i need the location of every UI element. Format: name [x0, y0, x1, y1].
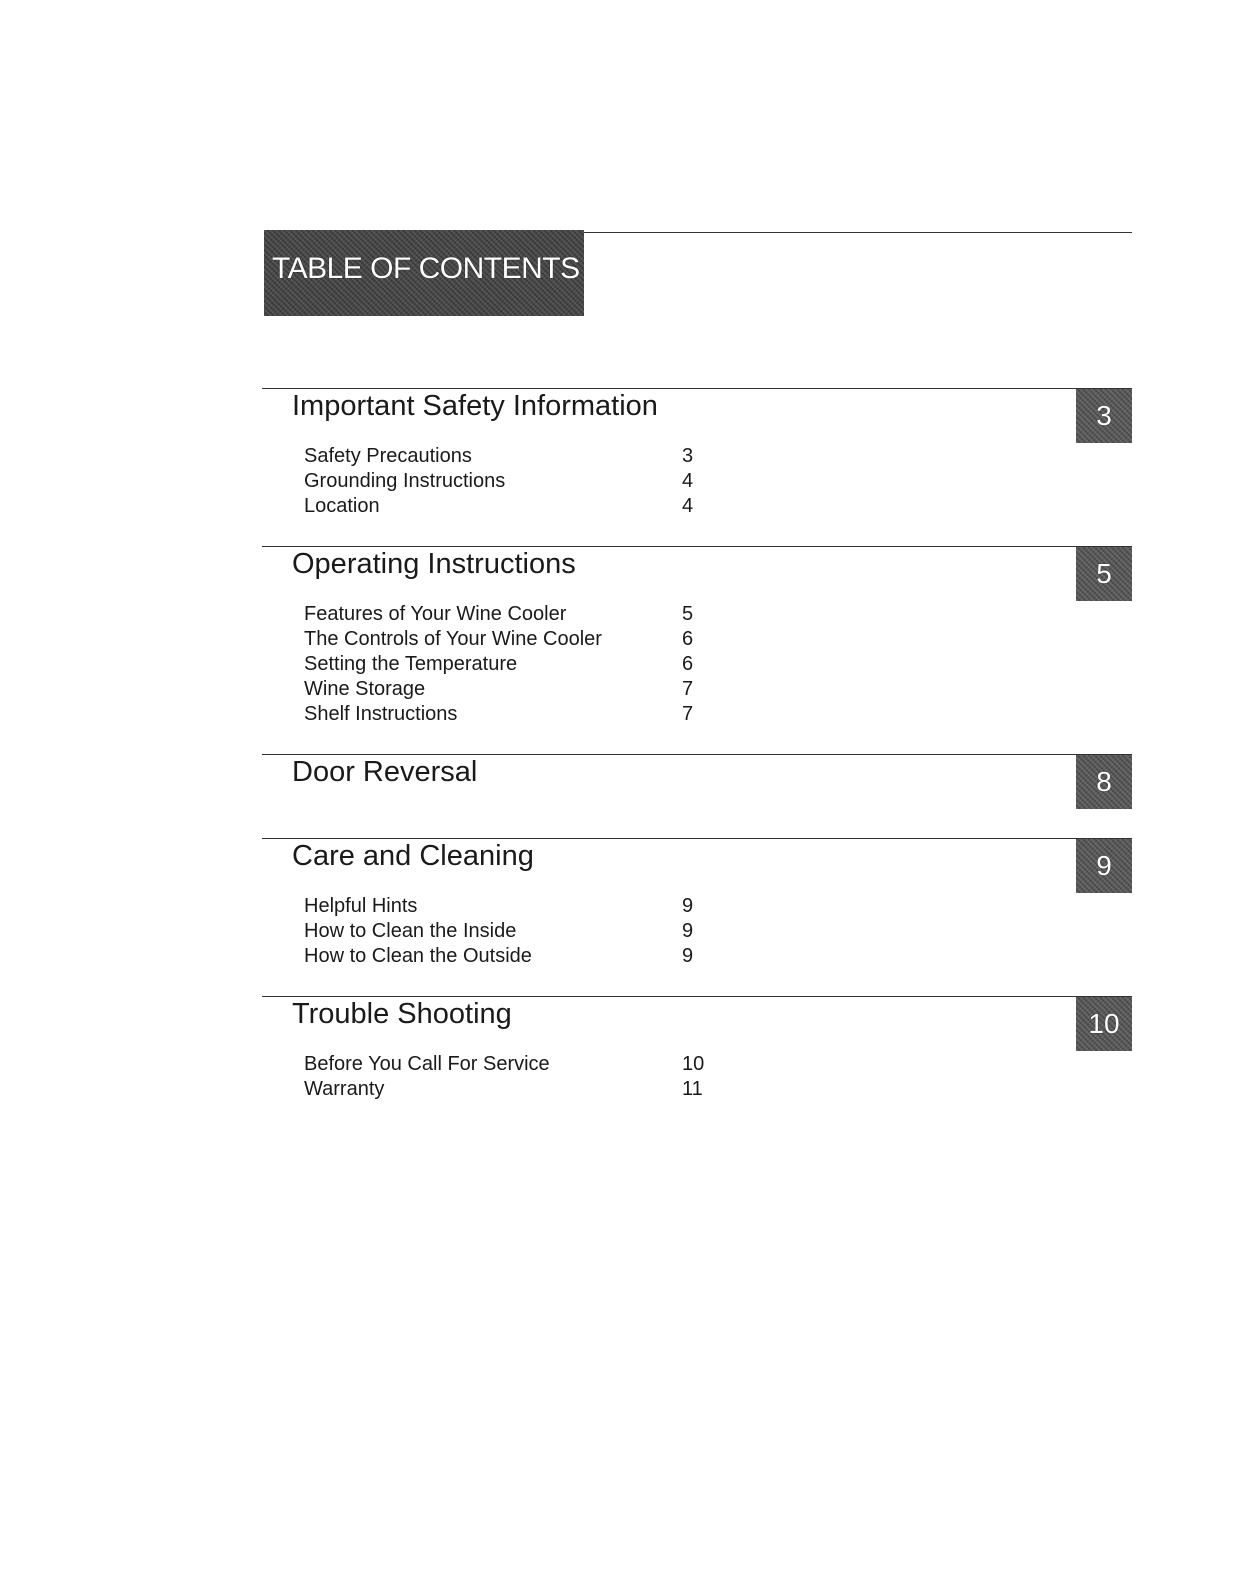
entry-label: Warranty	[304, 1078, 385, 1100]
entry-page-number: 7	[682, 678, 694, 700]
entry-page-number: 10	[682, 1053, 705, 1075]
toc-entry	[304, 469, 804, 494]
entry-label: Features of Your Wine Cooler	[304, 603, 567, 625]
section-title: Operating Instructions	[292, 548, 576, 580]
toc-entry	[304, 627, 804, 652]
toc-entry	[304, 602, 804, 627]
entry-label: The Controls of Your Wine Cooler	[304, 628, 602, 650]
section-entries	[304, 894, 804, 969]
entry-page-number: 11	[682, 1078, 703, 1100]
section-rule	[262, 996, 1132, 997]
section-title: Trouble Shooting	[292, 998, 512, 1030]
entry-label: Helpful Hints	[304, 895, 418, 917]
toc-header-banner	[264, 230, 584, 316]
toc-entry	[304, 702, 804, 727]
entry-page-number: 7	[682, 703, 694, 725]
section-rule	[262, 754, 1132, 755]
toc-entry	[304, 652, 804, 677]
section-entries	[304, 444, 804, 519]
section-title: Door Reversal	[292, 756, 478, 788]
section-rule	[262, 546, 1132, 547]
toc-entry	[304, 1077, 804, 1102]
entry-page-number: 9	[682, 920, 694, 942]
section-title: Care and Cleaning	[292, 840, 534, 872]
section-title: Important Safety Information	[292, 390, 658, 422]
entry-label: Grounding Instructions	[304, 470, 506, 492]
toc-entry	[304, 944, 804, 969]
section-page-badge: 9	[1076, 839, 1132, 893]
entry-page-number: 4	[682, 495, 694, 517]
section-page-badge: 10	[1076, 997, 1132, 1051]
header-rule	[582, 232, 1132, 233]
entry-label: How to Clean the Outside	[304, 945, 532, 967]
section-entries	[304, 602, 804, 727]
entry-page-number: 9	[682, 945, 694, 967]
section-rule	[262, 388, 1132, 389]
section-entries	[304, 1052, 804, 1102]
toc-entry	[304, 444, 804, 469]
section-page-badge: 5	[1076, 547, 1132, 601]
toc-entry	[304, 677, 804, 702]
toc-entry	[304, 494, 804, 519]
toc-entry	[304, 1052, 804, 1077]
entry-label: Shelf Instructions	[304, 703, 458, 725]
entry-label: Setting the Temperature	[304, 653, 518, 675]
entry-label: How to Clean the Inside	[304, 920, 517, 942]
toc-entry	[304, 894, 804, 919]
entry-page-number: 5	[682, 603, 694, 625]
entry-page-number: 9	[682, 895, 694, 917]
entry-page-number: 6	[682, 628, 694, 650]
toc-title: TABLE OF CONTENTS	[272, 252, 580, 285]
section-rule	[262, 838, 1132, 839]
entry-label: Location	[304, 495, 380, 517]
entry-label: Wine Storage	[304, 678, 426, 700]
entry-page-number: 6	[682, 653, 694, 675]
section-page-badge: 3	[1076, 389, 1132, 443]
entry-page-number: 4	[682, 470, 694, 492]
toc-entry	[304, 919, 804, 944]
entry-label: Before You Call For Service	[304, 1053, 550, 1075]
section-page-badge: 8	[1076, 755, 1132, 809]
entry-label: Safety Precautions	[304, 445, 472, 467]
entry-page-number: 3	[682, 445, 694, 467]
